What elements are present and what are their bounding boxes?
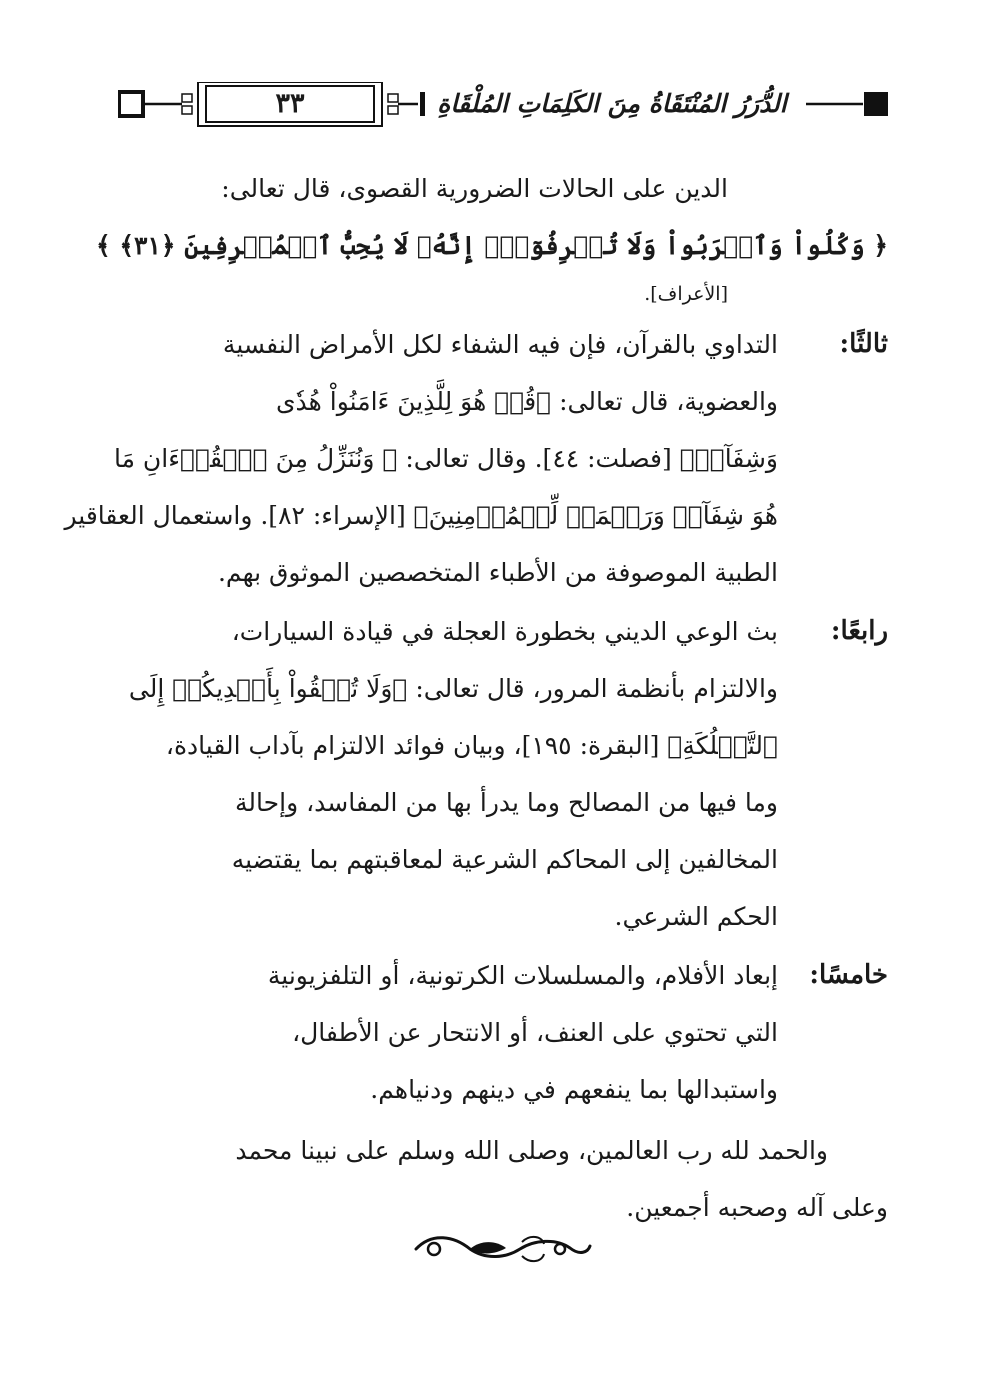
point-label: ثالثًا:	[839, 329, 888, 359]
book-title: الدُّرَرُ المُنْتَقَاةُ مِنَ الكَلِمَاتِ المُلْقَاةِ	[437, 89, 787, 118]
text-line: والعضوية، قال تعالى: ﴿قُلۡ هُوَ لِلَّذِينَ ءَامَنُواْ هُدٗى	[275, 387, 778, 416]
end-ornament-icon	[410, 1228, 594, 1270]
text-line: الحكم الشرعي.	[614, 902, 778, 931]
quran-verse: ﴿ وَكُلُواْ وَٱشۡرَبُواْ وَلَا تُسۡرِفُوٓاْۚ إِنَّهُۥ لَا يُحِبُّ ٱلۡمُسۡرِفِينَ ﴿٣١﴾ ﴾	[96, 231, 888, 260]
page-number: ٣٣	[275, 88, 305, 119]
intro-line: الدين على الحالات الضرورية القصوى، قال تعالى:	[221, 174, 728, 203]
text-line: إبعاد الأفلام، والمسلسلات الكرتونية، أو التلفزيونية	[267, 961, 778, 990]
text-line: وما فيها من المصالح وما يدرأ بها من المفاسد، وإحالة	[235, 788, 778, 817]
text-line: هُوَ شِفَآءٞ وَرَحۡمَةٞ لِّلۡمُؤۡمِنِينَ﴾ [الإسراء: ٨٢]. واستعمال العقاقير	[64, 501, 778, 530]
page-body	[64, 160, 888, 1236]
text-line: التداوي بالقرآن، فإن فيه الشفاء لكل الأمراض النفسية	[222, 330, 778, 359]
point-label: رابعًا:	[830, 616, 888, 646]
point-third	[64, 316, 888, 601]
text-line: التي تحتوي على العنف، أو الانتحار عن الأطفال،	[292, 1018, 778, 1047]
text-line: ٱلتَّهۡلُكَةِ﴾ [البقرة: ١٩٥]، وبيان فوائد الالتزام بآداب القيادة،	[165, 731, 778, 760]
page-header	[118, 82, 888, 128]
verse-reference: [الأعراف].	[644, 283, 728, 305]
point-fifth	[118, 947, 888, 1118]
text-line: والالتزام بأنظمة المرور، قال تعالى: ﴿وَلَا تُلۡقُواْ بِأَيۡدِيكُمۡ إِلَى	[128, 674, 778, 703]
closing-line: والحمد لله رب العالمين، وصلى الله وسلم على نبينا محمد	[235, 1136, 828, 1165]
point-label: خامسًا:	[809, 960, 888, 990]
text-line: المخالفين إلى المحاكم الشرعية لمعاقبتهم بما يقتضيه	[231, 845, 778, 874]
closing-paragraph	[118, 1122, 888, 1236]
point-text	[118, 947, 778, 1118]
text-line: الطبية الموصوفة من الأطباء المتخصصين الموثوق بهم.	[217, 558, 778, 587]
point-text	[64, 316, 778, 601]
text-line: بث الوعي الديني بخطورة العجلة في قيادة السيارات،	[231, 617, 778, 646]
point-text	[118, 603, 778, 945]
closing-line: وعلى آله وصحبه أجمعين.	[626, 1193, 888, 1222]
text-line: واستبدالها بما ينفعهم في دينهم ودنياهم.	[370, 1075, 778, 1104]
text-line: وَشِفَآءٞ﴾ [فصلت: ٤٤]. وقال تعالى: ﴿ وَنُنَزِّلُ مِنَ ٱلۡقُرۡءَانِ مَا	[113, 444, 778, 473]
point-fourth	[118, 603, 888, 945]
